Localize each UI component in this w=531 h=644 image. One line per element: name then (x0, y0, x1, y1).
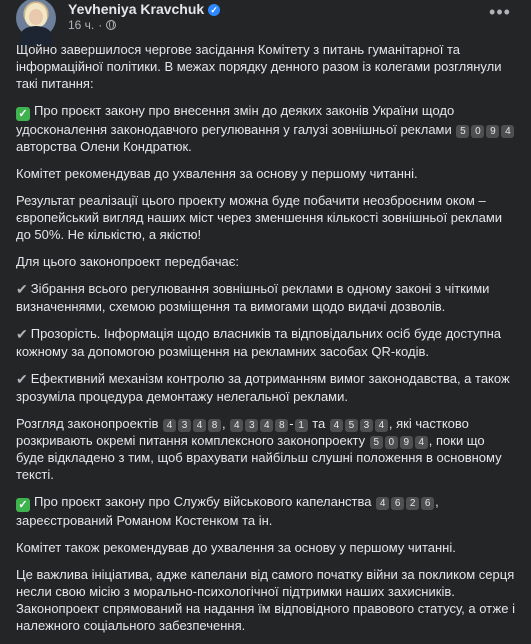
post-header (16, 0, 516, 40)
paragraph: Результат реалізації цього проекту можна буде побачити неозброєним оком – європейський вигляд наших міст через зменшення кількості зовнішньої реклами до 50%. Не кількістю, а якістю! (16, 193, 503, 242)
globe-icon[interactable] (106, 20, 116, 30)
paragraph: Для цього законопроект передбачає: (16, 254, 239, 269)
post-meta: 16 ч. · (68, 18, 116, 32)
list-item: ✔ Зібрання всього регулювання зовнішньої реклами в одному законі з чіткими визначеннями, схемою розміщення та вимогами щодо видачі дозволів. (16, 281, 490, 314)
heavy-check-mark-icon: ✔ (16, 326, 28, 342)
post-timestamp[interactable]: 16 ч. (68, 18, 95, 32)
keycap-number: 4 5 3 4 (329, 416, 389, 431)
more-options-icon[interactable]: ••• (489, 2, 511, 22)
list-item: ✔ Прозорість. Інформація щодо власників та відповідальних осіб буде доступна кожному за допомогою розміщення на рекламних засобах QR-кодів. (16, 326, 502, 359)
keycap-number: 5 0 9 4 (455, 122, 515, 137)
check-mark-button-icon: ✓ (16, 498, 30, 512)
list-item: ✔ Ефективний механізм контролю за дотриманням вимог законодавства, а також зрозуміла процедура демонтажу нелегальної реклами. (16, 371, 510, 404)
keycap-number: 4 3 4 8 - 1 (229, 416, 308, 431)
check-mark-button-icon: ✓ (16, 107, 30, 121)
heavy-check-mark-icon: ✔ (16, 281, 28, 297)
keycap-number: 4 3 4 8 (162, 416, 222, 431)
paragraph: Щойно завершилося чергове засідання Комітету з питань гуманітарної та інформаційної політики. В межах порядку денного разом із колегами розглянули такі питання: (16, 42, 502, 91)
author-avatar[interactable] (16, 0, 56, 38)
paragraph: ✓ Про проєкт закону про внесення змін до деяких законів України щодо удосконалення законодавчого регулювання у галузі зовнішньої реклами 5 0 9 4 авторства Олени Кондратюк. (16, 102, 516, 155)
post-text (16, 41, 516, 644)
paragraph: Комітет також рекомендував до ухвалення за основу у першому читанні. (16, 540, 456, 555)
paragraph: Розгляд законопроектів 4 3 4 8 , 4 3 4 8 - 1 та 4 5 3 4 , які частково розкривають окремі питання комплексного законопроекту 5 0 9 4 , поки що буде відкладено з тим, щоб врахувати найбільш слушні положення в основному тексті. (16, 416, 502, 482)
paragraph: ✓ Про проєкт закону про Службу військового капеланства 4 6 2 6 , зареєстрований Романом Костенком та ін. (16, 494, 439, 528)
keycap-number: 5 0 9 4 (369, 433, 429, 448)
paragraph: Комітет рекомендував до ухвалення за основу у першому читанні. (16, 166, 418, 181)
heavy-check-mark-icon: ✔ (16, 371, 28, 387)
author-name-link[interactable]: Yevheniya Kravchuk ✓ (68, 1, 220, 17)
paragraph: Це важлива ініціатива, адже капелани від самого початку війни за покликом серця несли свою місію з морально-психологічної підтримки наших захисників. Законопроект спрямований на надання їм відповідного правового статусу, а отже і належного соціального забезпечення. (16, 567, 515, 633)
keycap-number: 4 6 2 6 (375, 494, 435, 509)
verified-badge-icon: ✓ (208, 4, 220, 16)
